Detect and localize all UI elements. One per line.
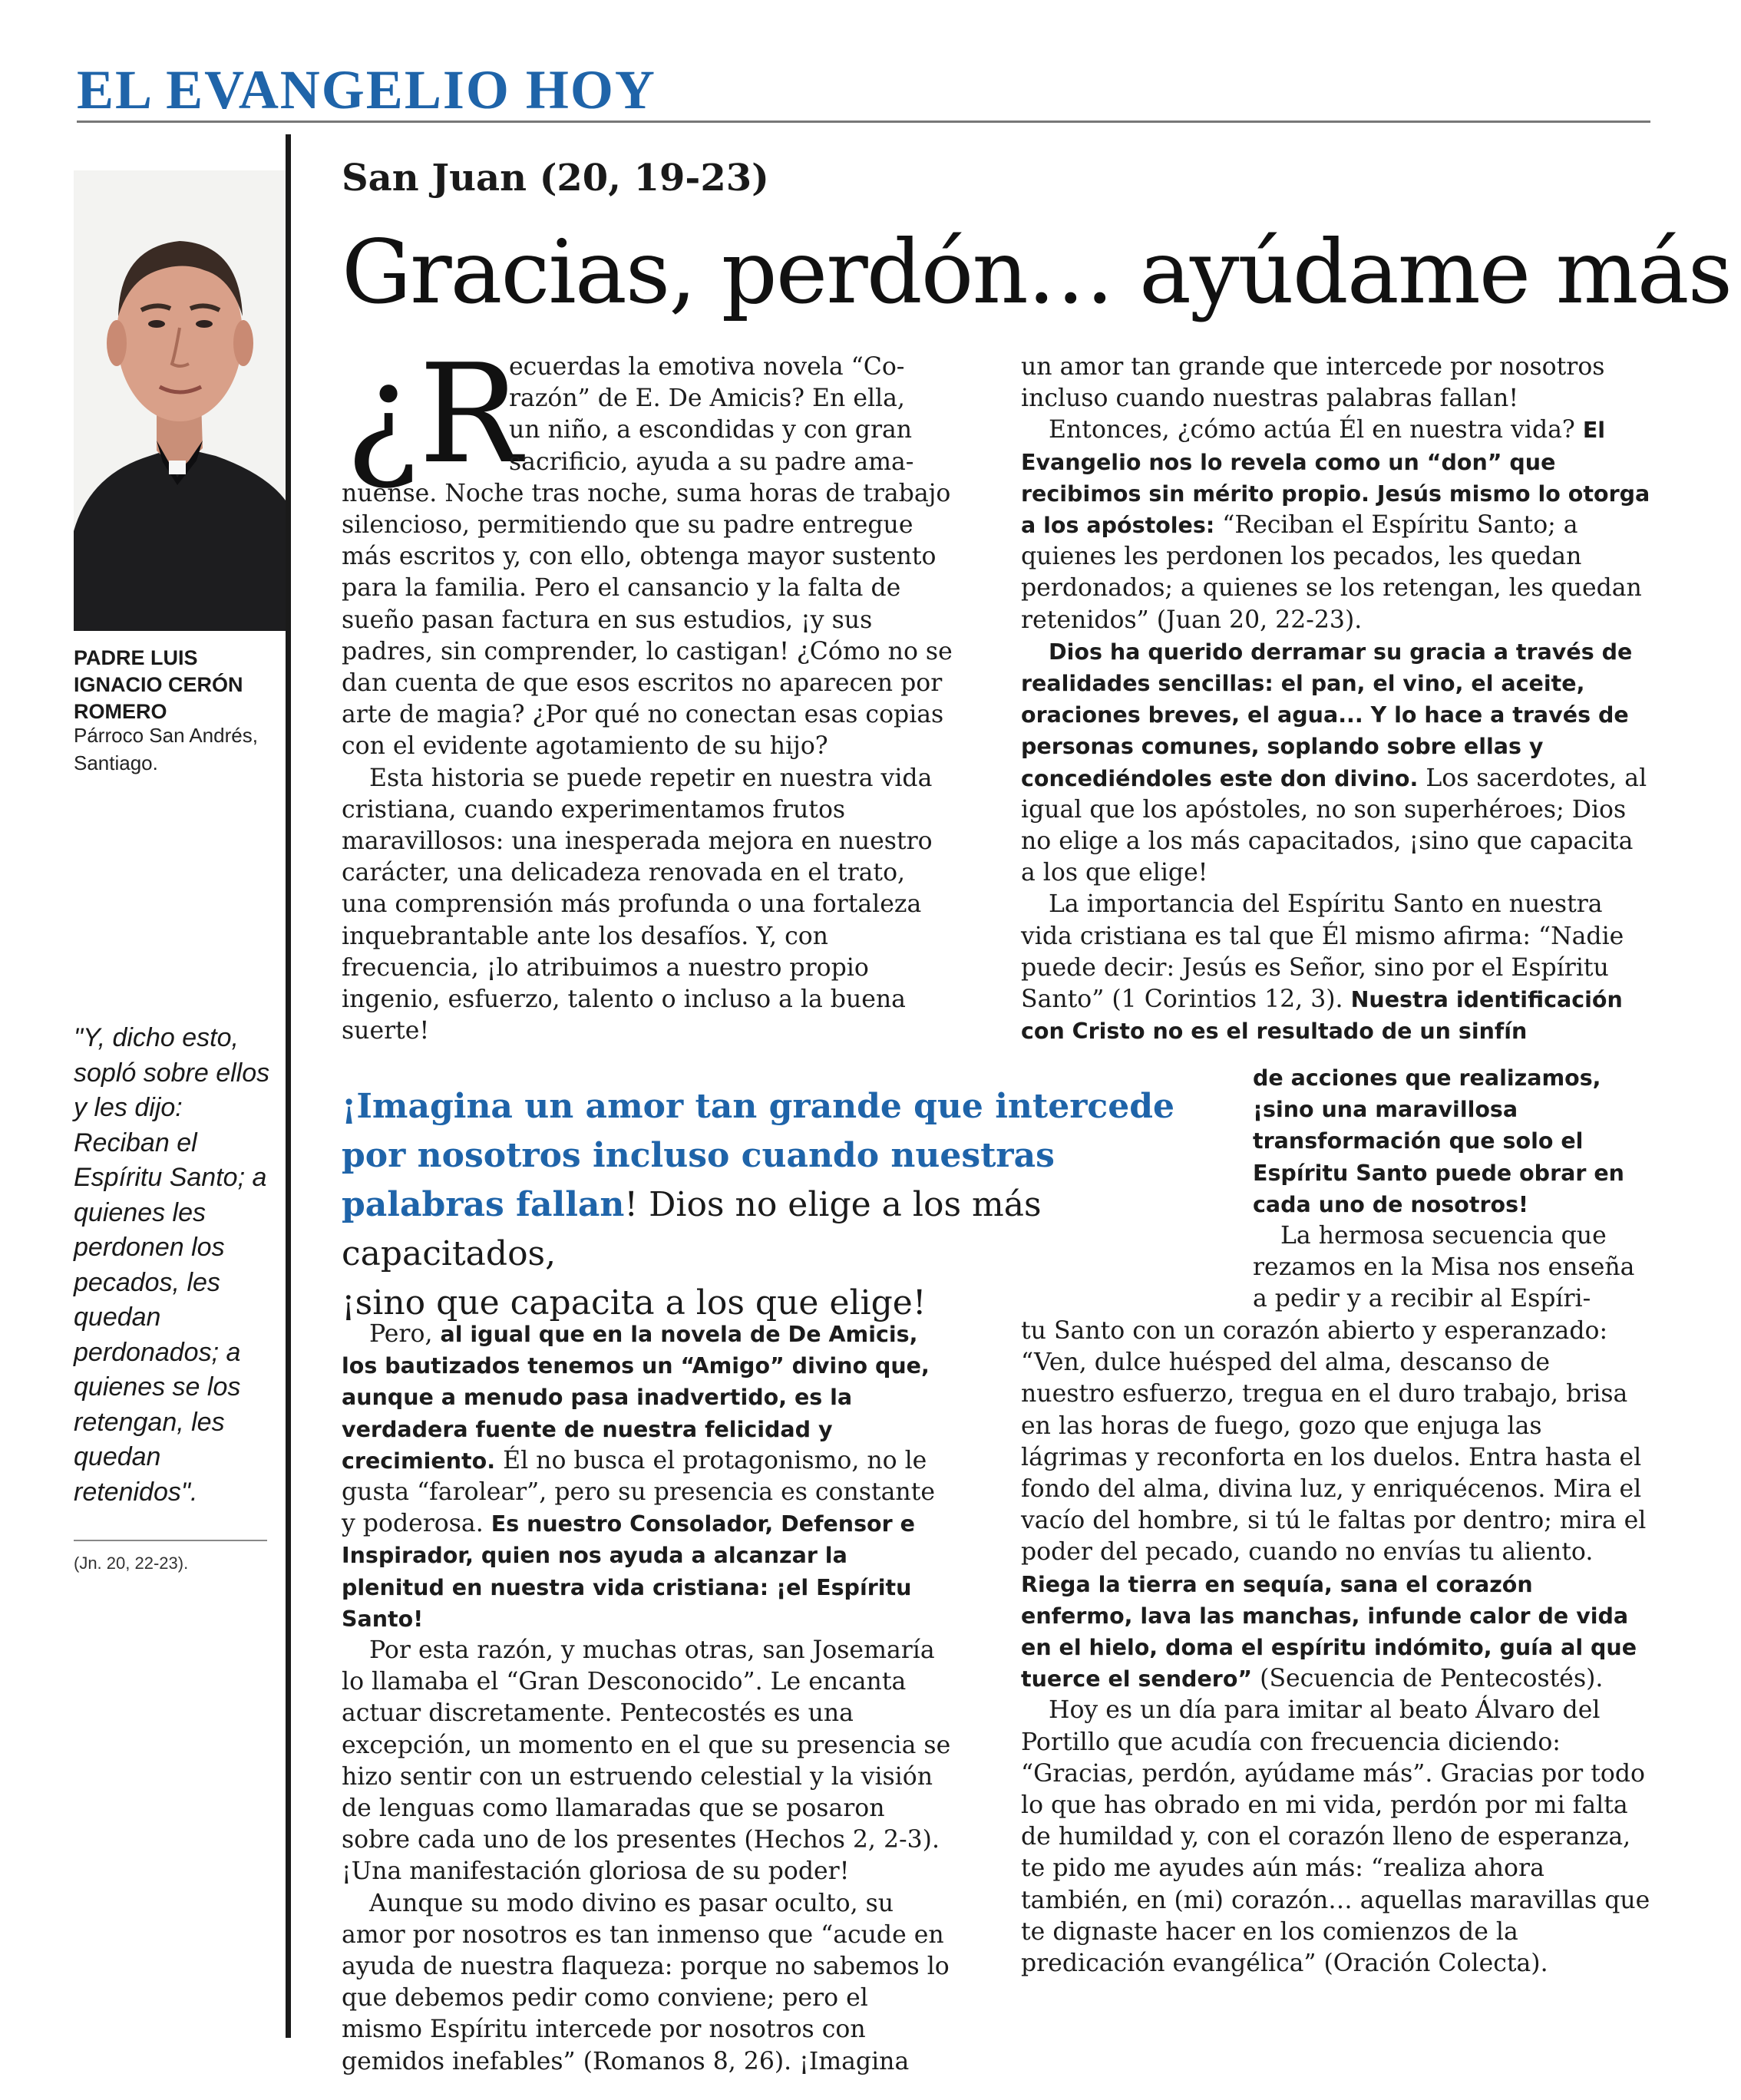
- pull-quote-line: por nosotros incluso cuando nuestras: [342, 1136, 1055, 1175]
- paragraph: [1021, 889, 1650, 1047]
- text-run: Los sacerdotes, al igual que los apóstoles, no son superhéroes; Dios no elige a los más capacitados, ¡sino que capacita a los que elige!: [1021, 764, 1647, 887]
- portrait-illustration: [74, 170, 286, 631]
- text-run: La importancia del Espíritu Santo en nuestra vida cristiana es tal que Él mismo afirma: “Nadie puede decir: Jesús es Señor, sino por el Espíritu Santo” (1 Corintios 12, 3).: [1021, 890, 1624, 1014]
- bold-run: Riega la tierra en sequía, sana el corazón enfermo, lava las manchas, infunde calor de vida en el hielo, doma el espíritu indómito, guía al que tuerce el sendero”: [1021, 1571, 1637, 1692]
- article-column-left-bottom: [342, 1319, 956, 2078]
- bold-run: Dios ha querido derramar su gracia a través de realidades sencillas: el pan, el vino, el aceite, oraciones breves, el agua... Y lo hace a través de personas comunes, soplando sobre ellas y concediéndoles este don divino.: [1021, 639, 1633, 791]
- article-column-right-top: [1021, 352, 1650, 1047]
- sidebar-quote: "Y, dicho esto, sopló sobre ellos y les dijo: Reciban el Espíritu Santo; a quienes les perdonen los pecados, les quedan perdonados; a quienes se los retengan, les quedan retenidos".: [74, 1023, 270, 1507]
- bold-run: Nuestra identificación con Cristo no es el resultado de un sinfín: [1021, 987, 1623, 1045]
- article-headline: Gracias, perdón… ayúdame más: [342, 221, 1732, 323]
- quote-divider: [74, 1540, 267, 1541]
- author-photo: [74, 170, 286, 631]
- text-run: tu Santo con un corazón abierto y esperanzado: “Ven, dulce huésped del alma, descanso de nuestro esfuerzo, tregua en el duro trabajo, brisa en las horas de fuego, gozo que enjuga las lágrimas y reconforta en los duelos. Entra hasta el fondo del alma, divina luz, y enriquécenos. Mira el vacío del hombre, si tú le faltas por dentro; mira el poder del pecado, cuando no envías tu aliento.: [1021, 1317, 1647, 1567]
- text-run: Él no busca el protagonismo, no le gusta “farolear”, pero su presencia es constante y poderosa.: [342, 1446, 935, 1538]
- section-title: EL EVANGELIO HOY: [77, 59, 656, 121]
- paragraph: un amor tan grande que intercede por nosotros incluso cuando nuestras palabras fallan!: [1021, 353, 1605, 413]
- header-divider: [77, 121, 1650, 123]
- bold-run: de acciones que realizamos, ¡sino una maravillosa transformación que solo el Espíritu Santo puede obrar en cada uno de nosotros!: [1253, 1065, 1624, 1217]
- paragraph: [1021, 1316, 1650, 1695]
- text-line: razón” de E. De Amicis? En ella,: [509, 385, 905, 413]
- bold-run: Es nuestro Consolador, Defensor e Inspirador, quien nos ayuda a alcanzar la plenitud en nuestra vida cristiana: ¡el Espíritu Santo!: [342, 1511, 915, 1632]
- dropcap-wrapped-lines: [342, 352, 956, 478]
- article-column-left-top: [342, 352, 956, 1047]
- article-column-right-middle: [1253, 1062, 1650, 1316]
- pull-quote-text: ! Dios no elige a los más capacitados,: [342, 1185, 1042, 1273]
- paragraph: Hoy es un día para imitar al beato Álvaro del Portillo que acudía con frecuencia diciendo: “Gracias, perdón, ayúdame más”. Gracias por todo lo que has obrado en mi vida, perdón por mi falta de humildad y, con el corazón lleno de esperanza, te pido me ayudes aún más: “realiza ahora también, en (mi) corazón… aquellas maravillas que te dignaste hacer en los comienzos de la predicación evangélica” (Oración Colecta).: [1021, 1696, 1650, 1978]
- pull-quote: [342, 1082, 1247, 1328]
- text-run: Entonces, ¿cómo actúa Él en nuestra vida?: [1049, 416, 1583, 444]
- sidebar-divider: [286, 134, 291, 2038]
- author-role: Párroco San Andrés, Santiago.: [74, 724, 258, 774]
- text-run: “Reciban el Espíritu Santo; a quienes les perdonen los pecados, les quedan perdonados; a quienes se los retengan, les quedan retenidos” (Juan 20, 22-23).: [1021, 511, 1642, 634]
- paragraph: Esta historia se puede repetir en nuestra vida cristiana, cuando experimentamos frutos maravillosos: una inesperada mejora en nuestro carácter, una delicadeza renovada en el trato, una comprensión más profunda o una fortaleza inquebrantable ante los desafíos. Y, con frecuencia, ¡lo atribuimos a nuestro propio ingenio, esfuerzo, talento o incluso a la buena suerte!: [342, 764, 933, 1045]
- drop-cap: ¿R: [345, 335, 522, 494]
- bold-run: El Evangelio nos lo revela como un “don” que recibimos sin mérito propio. Jesús mismo lo otorga a los apóstoles:: [1021, 418, 1650, 539]
- gospel-reference: San Juan (20, 19-23): [342, 157, 769, 200]
- paragraph: [1021, 636, 1650, 890]
- pull-quote-line: [342, 1180, 1247, 1279]
- article-column-right-bottom: [1021, 1316, 1650, 1979]
- text-line: un niño, a escondidas y con gran: [509, 416, 913, 444]
- text-run: (Secuencia de Pentecostés).: [1252, 1665, 1604, 1693]
- paragraph: nuense. Noche tras noche, suma horas de trabajo silencioso, permitiendo que su padre entregue más escritos y, con ello, obtenga mayor sustento para la familia. Pero el cansancio y la falta de sueño pasan factura en sus estudios, ¡y sus padres, sin comprender, lo castigan! ¿Cómo no se dan cuenta de que esos escritos no aparecen por arte de magia? ¿Por qué no conectan esas copias con el evidente agotamiento de su hijo?: [342, 479, 953, 761]
- sidebar-quote-reference: (Jn. 20, 22-23).: [74, 1554, 189, 1573]
- pull-quote-line: ¡Imagina un amor tan grande que intercede: [342, 1087, 1174, 1126]
- text-run: Pero,: [369, 1320, 441, 1348]
- pull-quote-line: ¡sino que capacita a los que elige!: [342, 1283, 927, 1322]
- paragraph: [1021, 414, 1650, 636]
- paragraph: La hermosa secuencia que rezamos en la Misa nos enseña a pedir y a recibir al Espíri-: [1253, 1222, 1635, 1313]
- text-line: sacrificio, ayuda a su padre ama-: [509, 447, 914, 476]
- paragraph: [1253, 1062, 1650, 1220]
- paragraph: [342, 1319, 956, 1635]
- bold-run: al igual que en la novela de De Amicis, los bautizados tenemos un “Amigo” divino que, aunque a menudo pasa inadvertido, es la verdadera fuente de nuestra felicidad y crecimiento.: [342, 1322, 930, 1474]
- paragraph: Aunque su modo divino es pasar oculto, su amor por nosotros es tan inmenso que “acude en ayuda de nuestra flaqueza: porque no sabemos lo que debemos pedir como conviene; pero el mismo Espíritu intercede por nosotros con gemidos inefables” (Romanos 8, 26). ¡Imagina: [342, 1889, 950, 2075]
- text-line: ecuerdas la emotiva novela “Co-: [509, 353, 905, 381]
- paragraph: Por esta razón, y muchas otras, san Josemaría lo llamaba el “Gran Desconocido”. Le encanta actuar discretamente. Pentecostés es una excepción, un momento en el que su presencia se hizo sentir con un estruendo celestial y la visión de lenguas como llamaradas que se posaron sobre cada uno de los presentes (Hechos 2, 2-3). ¡Una manifestación gloriosa de su poder!: [342, 1636, 951, 1886]
- pull-quote-emphasis: palabras fallan: [342, 1185, 625, 1224]
- author-name: PADRE LUIS IGNACIO CERÓN ROMERO: [74, 646, 243, 723]
